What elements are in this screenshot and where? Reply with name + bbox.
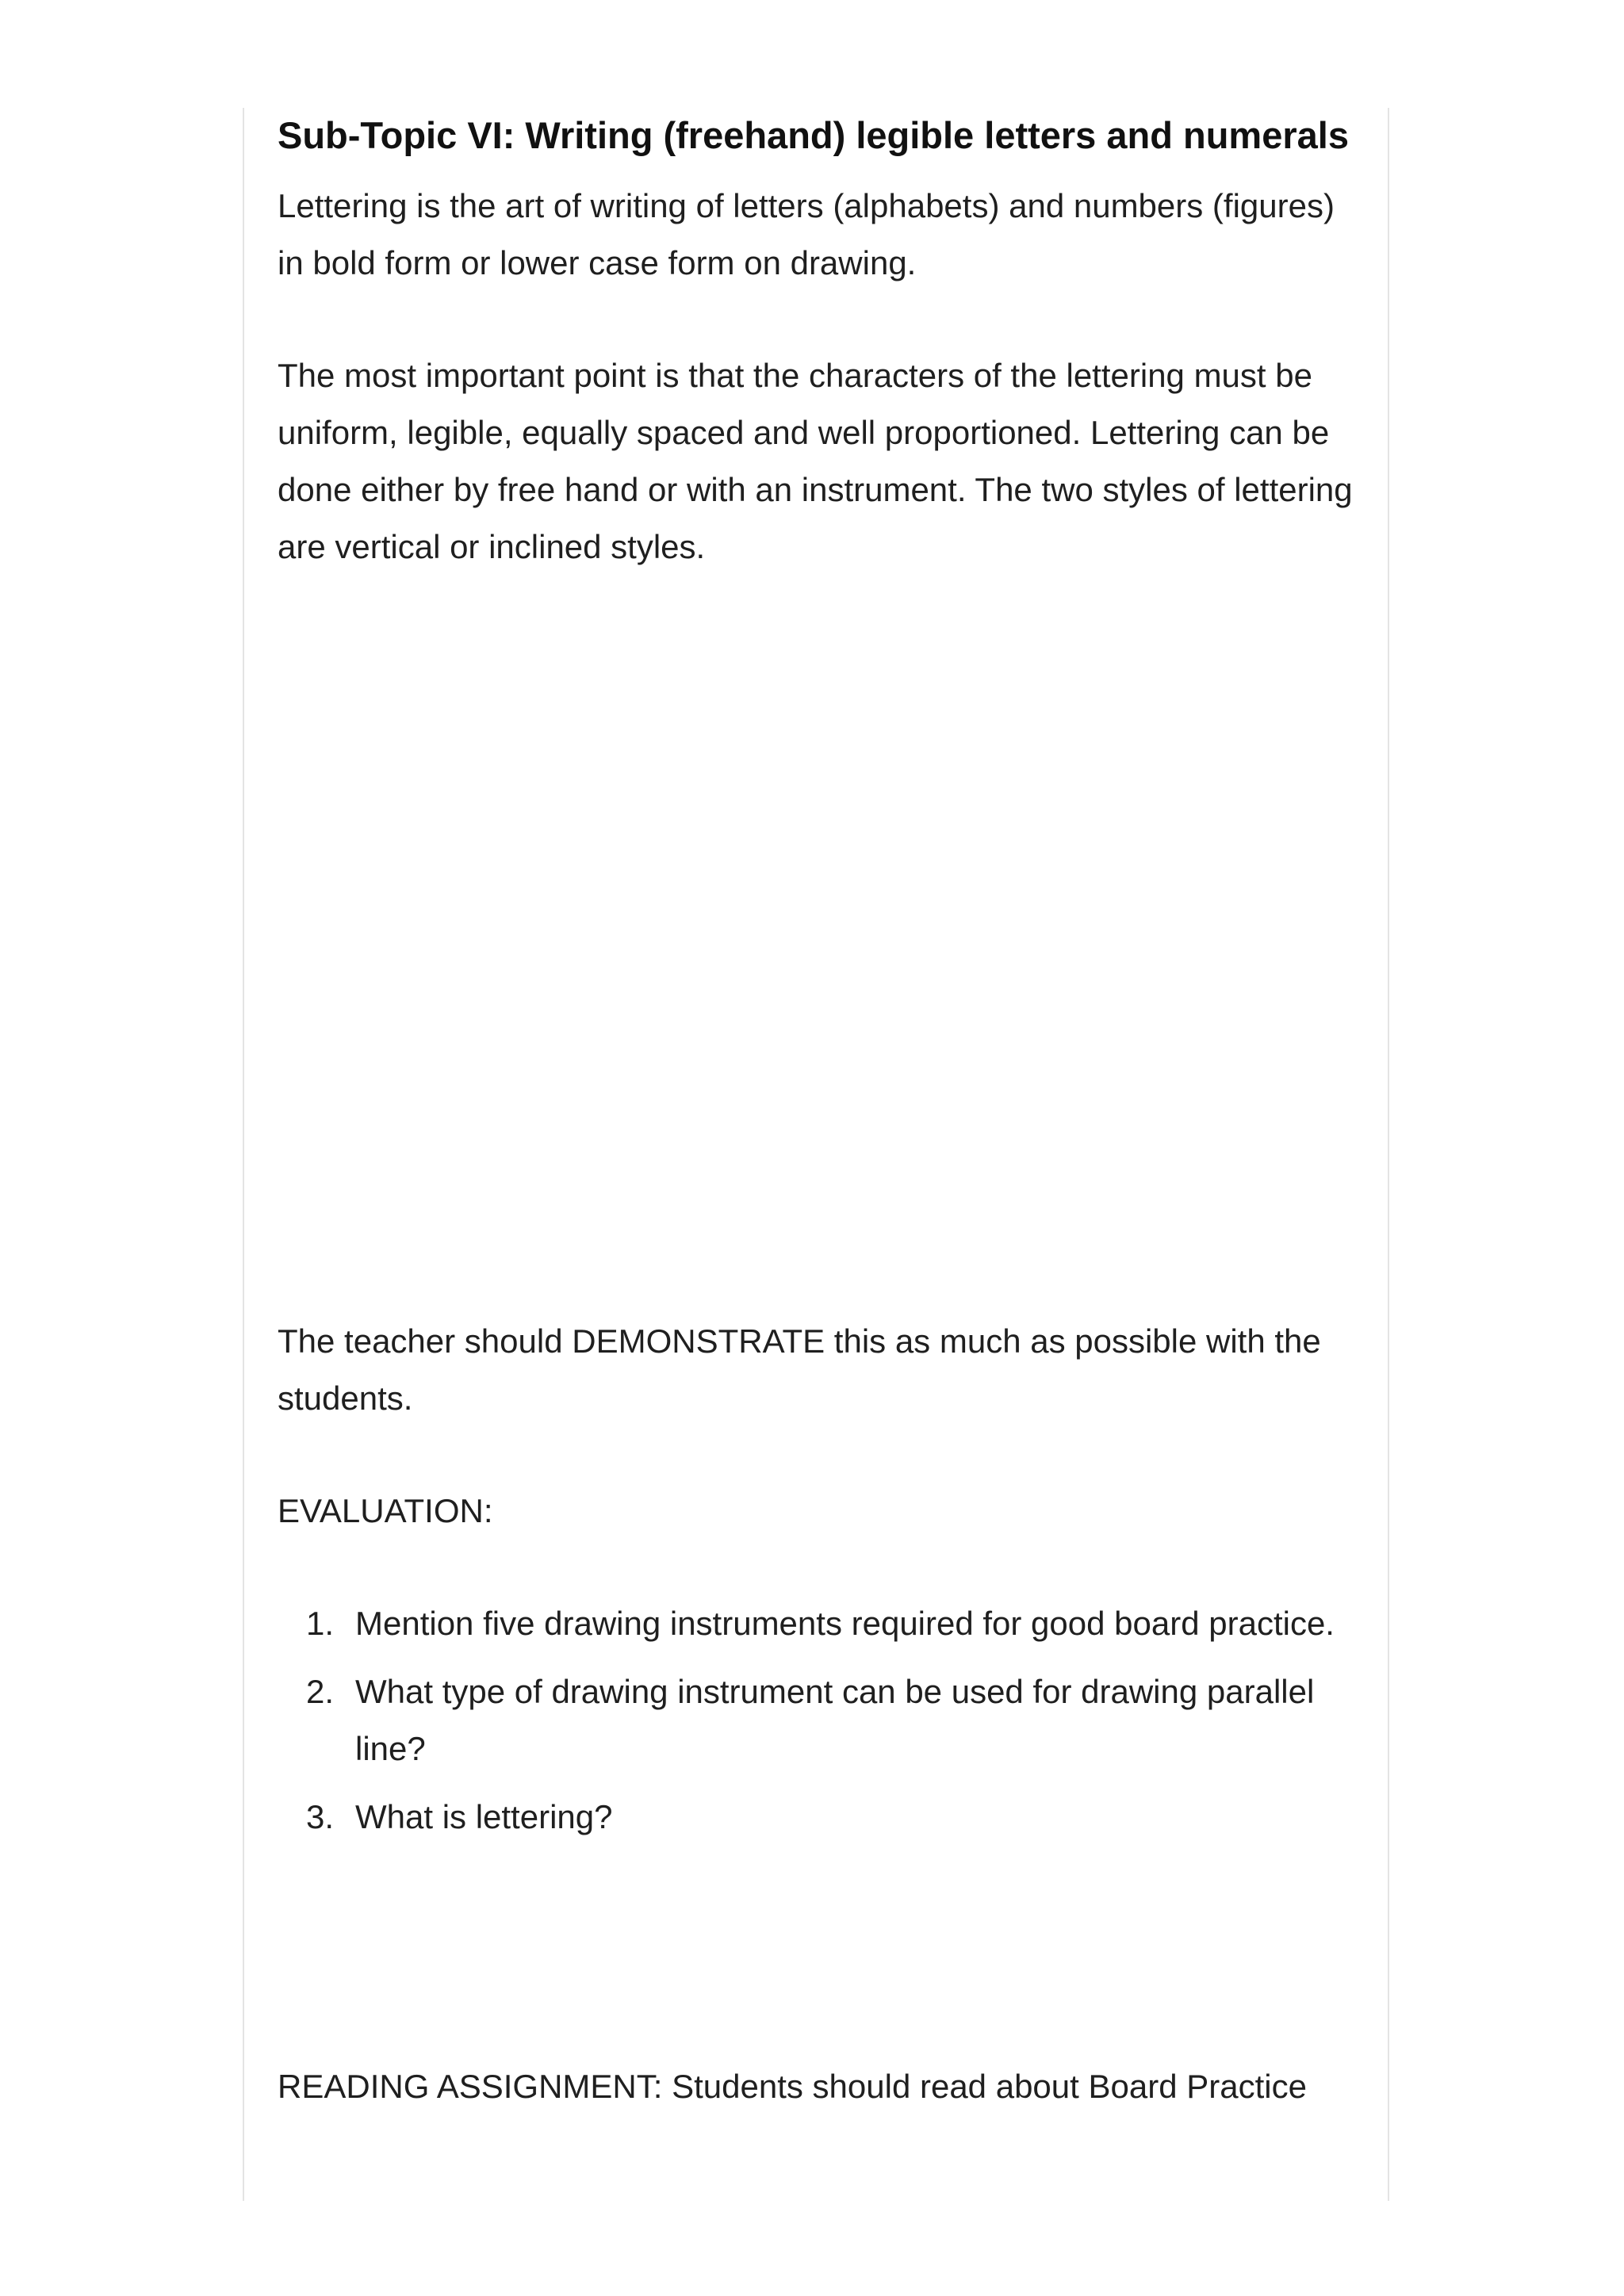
evaluation-label: EVALUATION: [278,1492,493,1529]
lettering-definition-paragraph: Lettering is the art of writing of letters (alphabets) and numbers (figures) in bold form or lower case form on drawing. [278,187,1335,281]
reading-assignment: READING ASSIGNMENT: Students should read about Board Practice [278,2068,1307,2105]
evaluation-item-number: 2. [306,1673,335,1710]
evaluation-item [278,1789,1364,1846]
evaluation-item-text: What type of drawing instrument can be used for drawing parallel line? [355,1673,1315,1767]
evaluation-item-text: What is lettering? [355,1798,613,1835]
evaluation-item-text: Mention five drawing instruments required for good board practice. [355,1605,1335,1642]
lettering-principles-paragraph: The most important point is that the characters of the lettering must be uniform, legible, equally spaced and well proportioned. Lettering can be done either by free hand or with an instrument. The two styles of lettering are vertical or inclined styles. [278,357,1353,565]
teacher-demonstrate-paragraph: The teacher should DEMONSTRATE this as much as possible with the students. [278,1322,1321,1417]
document-body [278,108,1364,2105]
evaluation-item [278,1595,1364,1652]
evaluation-list [278,1595,1364,1857]
evaluation-item-number: 1. [306,1605,335,1642]
evaluation-item [278,1663,1364,1777]
subtopic-heading: Sub-Topic VI: Writing (freehand) legible letters and numerals [278,114,1349,156]
evaluation-item-number: 3. [306,1798,335,1835]
